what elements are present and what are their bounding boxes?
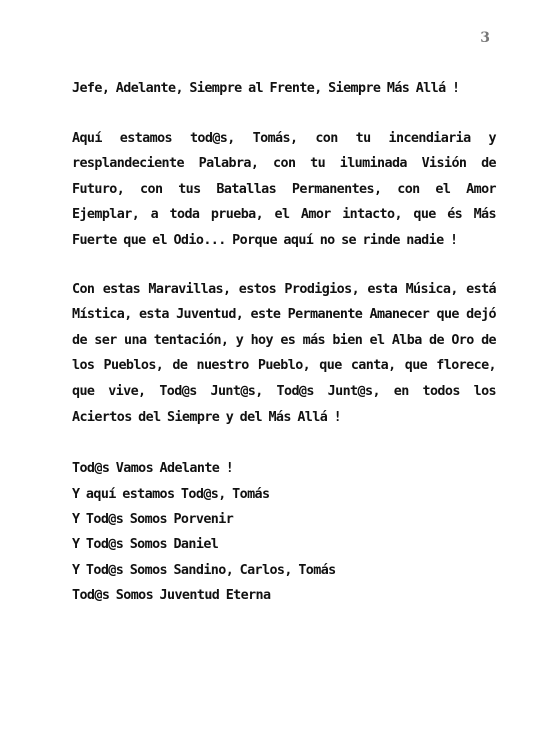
paragraph-2: Aquí estamos tod@s, Tomás, con tu incendiaria y resplandeciente Palabra, con tu iluminada Visión de Futuro, con tus Batallas Permanentes, con el Amor Ejemplar, a toda prueba, el Amor intacto, que és Más Fuerte que el Odio... Porque aquí no se rinde nadie ! (72, 130, 496, 248)
page-number: 3 (480, 30, 490, 46)
paragraph-3: Con estas Maravillas, estos Prodigios, esta Música, está Mística, esta Juventud, este Permanente Amanecer que dejó de ser una tentación, y hoy es más bien el Alba de Oro de los Pueblos, de nuestro Pueblo, que canta, que florece, que vive, Tod@s Junt@s, Tod@s Junt@s, en todos los Aciertos del Siempre y del Más Allá ! (72, 281, 496, 425)
verse-line: Tod@s Somos Juventud Eterna (72, 588, 271, 604)
page-content (72, 76, 496, 609)
paragraph-1: Jefe, Adelante, Siempre al Frente, Siempre Más Allá ! (72, 81, 460, 96)
verse-list (72, 456, 496, 608)
verse-line: Y Tod@s Somos Porvenir (72, 511, 234, 527)
verse-line: Tod@s Vamos Adelante ! (72, 461, 234, 477)
verse-line: Y Tod@s Somos Daniel (72, 537, 219, 553)
verse-line: Y Tod@s Somos Sandino, Carlos, Tomás (72, 562, 336, 578)
verse-line: Y aquí estamos Tod@s, Tomás (72, 486, 270, 502)
